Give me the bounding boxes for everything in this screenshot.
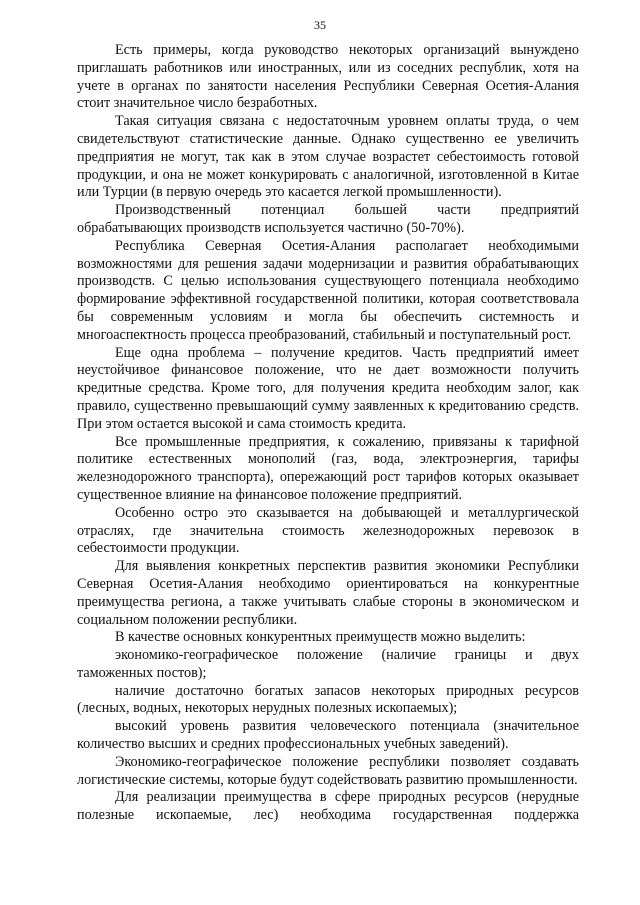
page-number: 35 <box>314 18 326 32</box>
body-text <box>77 42 579 825</box>
paragraph: Еще одна проблема – получение кредитов. Часть предприятий имеет неустойчивое финансовое положение, что не дает возможности получить кредитные средства. Кроме того, для получения кредита необходим залог, как правило, существенно превышающий сумму заявленных к кредитованию средств. При этом остается высокой и сама стоимость кредита. <box>77 344 579 432</box>
paragraph: Есть примеры, когда руководство некоторых организаций вынуждено приглашать работников или иностранных, или из соседних республик, хотя на учете в органах по занятости населения Республики Северная Осетия-Алания стоит значительное число безработных. <box>77 42 579 112</box>
paragraph: Все промышленные предприятия, к сожалению, привязаны к тарифной политике естественных монополий (газ, вода, электроэнергия, тарифы железнодорожного транспорта), опережающий рост тарифов которых оказывает существенное влияние на финансовое положение предприятий. <box>77 433 579 503</box>
list-item: наличие достаточно богатых запасов некоторых природных ресурсов (лесных, водных, некоторых нерудных полезных ископаемых); <box>77 682 579 717</box>
paragraph: Производственный потенциал большей части предприятий обрабатывающих производств используется частично (50-70%). <box>77 202 579 236</box>
list-item: экономико-географическое положение (наличие границы и двух таможенных постов); <box>77 647 579 681</box>
paragraph: Такая ситуация связана с недостаточным уровнем оплаты труда, о чем свидетельствуют статистические данные. Однако существенно ее увеличить предприятия не могут, так как в этом случае возрастет себестоимость готовой продукции, и она не может конкурировать с аналогичной, изготовленной в Китае или Турции (в первую очередь это касается легкой промышленности). <box>77 113 579 201</box>
paragraph: В качестве основных конкурентных преимуществ можно выделить: <box>115 629 526 646</box>
paragraph: Для выявления конкретных перспектив развития экономики Республики Северная Осетия-Алания необходимо ориентироваться на конкурентные преимущества региона, а также учитывать слабые стороны в экономическом и социальном положении республики. <box>77 558 579 628</box>
paragraph: Республика Северная Осетия-Алания располагает необходимыми возможностями для решения задачи модернизации и развития обрабатывающих производств. С целью использования существующего потенциала необходимо формирование эффективной государственной политики, которая соответствовала бы современным условиям и могла бы обеспечить системность и многоаспектность процесса преобразований, стабильный и поступательный рост. <box>77 237 579 343</box>
paragraph: Экономико-географическое положение республики позволяет создавать логистические системы, которые будут содействовать развитию промышленности. <box>77 753 579 788</box>
list-item: высокий уровень развития человеческого потенциала (значительное количество высших и средних профессиональных учебных заведений). <box>77 718 579 753</box>
paragraph: Для реализации преимущества в сфере природных ресурсов (нерудные полезные ископаемые, лес) необходима государственная поддержка <box>77 789 579 824</box>
paragraph: Особенно остро это сказывается на добывающей и металлургической отраслях, где значительна стоимость железнодорожных перевозок в себестоимости продукции. <box>77 504 579 557</box>
